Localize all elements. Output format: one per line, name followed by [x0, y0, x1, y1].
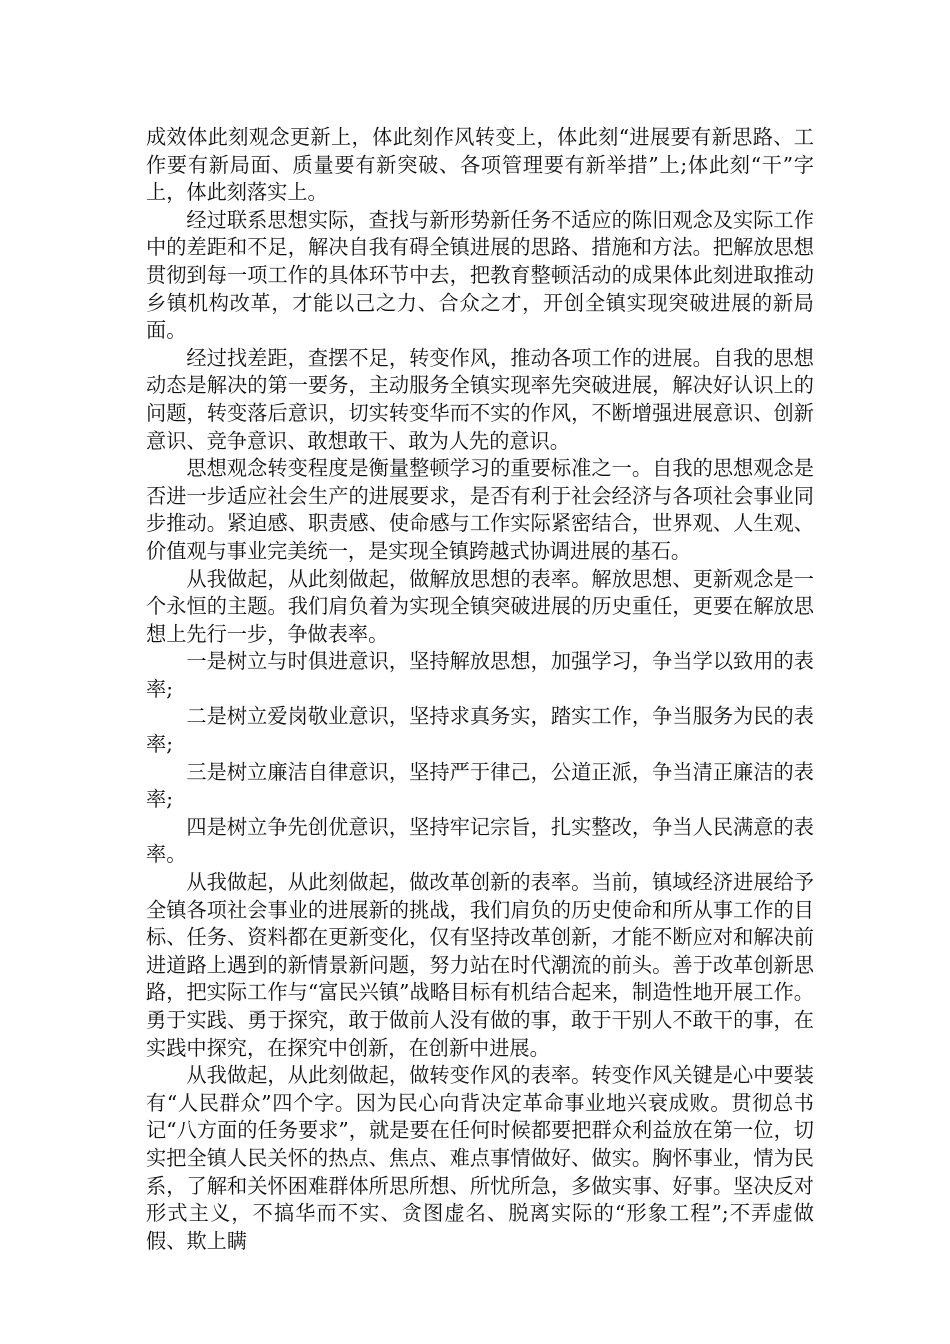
paragraph-thought-change: 思想观念转变程度是衡量整顿学习的重要标准之一。自我的思想观念是否进一步适应社会生产的进展要求，是否有利于社会经济与各项社会事业同步推动。紧迫感、职责感、使命感与工作实际紧密结合，世界观、人生观、价值观与事业完美统一，是实现全镇跨越式协调进展的基石。: [146, 456, 814, 563]
document-page: [146, 124, 814, 1255]
paragraph-style-change: 从我做起，从此刻做起，做转变作风的表率。转变作风关键是心中要装有“人民群众”四个字。因为民心向背决定革命事业地兴衰成败。贯彻总书记“八方面的任务要求”，就是要在任何时候都要把群众利益放在第一位，切实把全镇人民关怀的热点、焦点、难点事情做好、做实。胸怀事业，情为民系，了解和关怀困难群体所思所想、所忧所急，多做实事、好事。坚决反对形式主义，不搞华而不实、贪图虚名、脱离实际的“形象工程”;不弄虚做假、欺上瞒: [146, 1063, 814, 1253]
paragraph-item-three: 三是树立廉洁自律意识，坚持严于律己，公道正派，争当清正廉洁的表率;: [146, 759, 814, 812]
paragraph-emancipate-mind: 从我做起，从此刻做起，做解放思想的表率。解放思想、更新观念是一个永恒的主题。我们肩负着为实现全镇突破进展的历史重任，更要在解放思想上先行一步，争做表率。: [146, 566, 814, 646]
paragraph-reform-innovation: 从我做起，从此刻做起，做改革创新的表率。当前，镇域经济进展给予全镇各项社会事业的进展新的挑战，我们肩负的历史使命和所从事工作的目标、任务、资料都在更新变化，仅有坚持改革创新，才能不断应对和解决前进道路上遇到的新情景新问题，努力站在时代潮流的前头。善于改革创新思路，把实际工作与“富民兴镇”战略目标有机结合起来，制造性地开展工作。勇于实践、勇于探究，敢于做前人没有做的事，敢于干别人不敢干的事，在实践中探究，在探究中创新，在创新中进展。: [146, 870, 814, 1060]
paragraph-item-two: 二是树立爱岗敬业意识，坚持求真务实，踏实工作，争当服务为民的表率;: [146, 704, 814, 757]
paragraph-item-four: 四是树立争先创优意识，坚持牢记宗旨，扎实整改，争当人民满意的表率。: [146, 814, 814, 867]
paragraph-contact-reality: 经过联系思想实际，查找与新形势新任务不适应的陈旧观念及实际工作中的差距和不足，解决自我有碍全镇进展的思路、措施和方法。把解放思想贯彻到每一项工作的具体环节中去，把教育整顿活动的成果体此刻进取推动乡镇机构改革，才能以己之力、合众之才，开创全镇实现突破进展的新局面。: [146, 207, 814, 343]
paragraph-find-gaps: 经过找差距，查摆不足，转变作风，推动各项工作的进展。自我的思想动态是解决的第一要务，主动服务全镇实现率先突破进展，解决好认识上的问题，转变落后意识，切实转变华而不实的作风，不断增强进展意识、创新意识、竞争意识、敢想敢干、敢为人先的意识。: [146, 345, 814, 453]
paragraph-continuation: 成效体此刻观念更新上，体此刻作风转变上，体此刻“进展要有新思路、工作要有新局面、质量要有新突破、各项管理要有新举措”上;体此刻“干”字上，体此刻落实上。: [146, 125, 814, 205]
paragraph-item-one: 一是树立与时俱进意识，坚持解放思想，加强学习，争当学以致用的表率;: [146, 649, 814, 701]
